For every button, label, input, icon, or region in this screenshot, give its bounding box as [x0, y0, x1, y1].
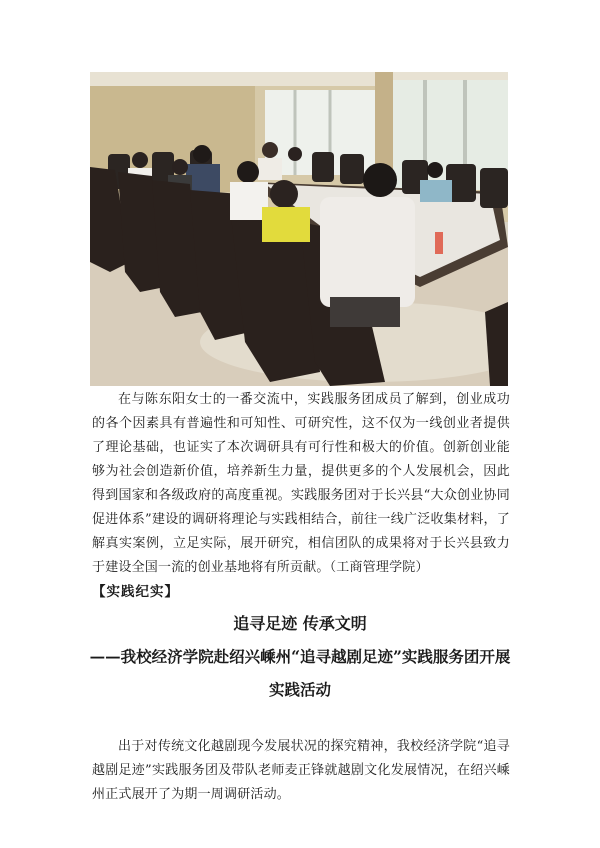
- section-tag: 【实践纪实】: [92, 584, 179, 600]
- body-paragraph-1: 在与陈东阳女士的一番交流中，实践服务团成员了解到，创业成功的各个因素具有普遍性和可知性、可研究性，这不仅为一线创业者提供了理论基础，也证实了本次调研具有可行性和极大的价值。创新创业能够为社会创造新价值，培养新生力量，提供更多的个人发展机会，因此得到国家和各级政府的高度重视。实践服务团对于长兴县“大众创业协同促进体系”建设的调研将理论与实践相结合，前往一线广泛收集材料，了解真实案例，立足实际，展开研究，相信团队的成果将对于长兴县致力于建设全国一流的创业基地将有所贡献。（工商管理学院）: [92, 392, 510, 575]
- meeting-room-image: [90, 72, 508, 386]
- body-paragraph-2: 出于对传统文化越剧现今发展状况的探究精神，我校经济学院“追寻越剧足迹”实践服务团及带队老师麦正锋就越剧文化发展情况，在绍兴嵊州正式展开了为期一周调研活动。: [92, 739, 510, 802]
- meeting-photo: [90, 72, 508, 386]
- article-subtitle-line-1: ——我校经济学院赴绍兴嵊州“追寻越剧足迹”实践服务团开展: [89, 647, 511, 666]
- article-title: 追寻足迹 传承文明: [233, 614, 367, 633]
- article-subtitle-line-2: 实践活动: [268, 680, 331, 699]
